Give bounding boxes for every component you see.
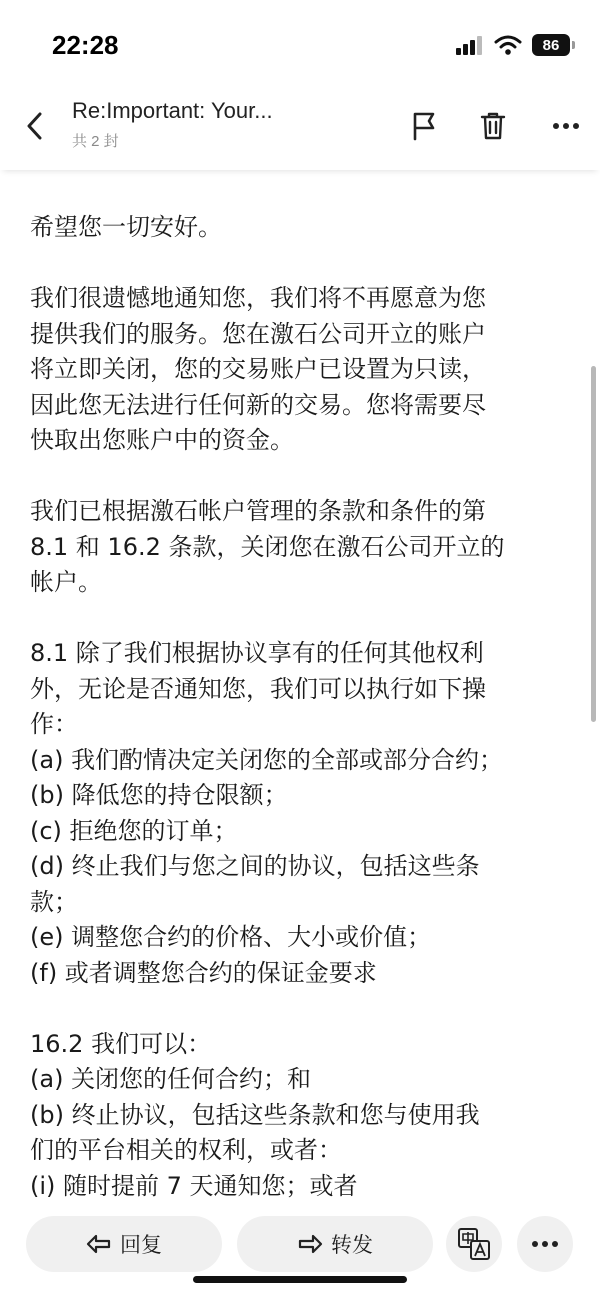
text-line: 快取出您账户中的资金。: [30, 426, 294, 454]
text-line: 希望您一切安好。: [30, 213, 222, 241]
bottom-more-button[interactable]: [517, 1216, 573, 1272]
paragraph-clause-8-1: [30, 636, 570, 991]
more-options-button[interactable]: [548, 106, 584, 146]
text-line: (d) 终止我们与您之间的协议，包括这些条: [30, 852, 480, 880]
text-line: (i) 随时提前 7 天通知您；或者: [30, 1171, 358, 1200]
text-line: 16.2 我们可以：: [30, 1029, 212, 1058]
email-header: [0, 90, 600, 170]
paragraph-closure-notice: [30, 281, 570, 459]
text-line: (b) 降低您的持仓限额；: [30, 781, 288, 809]
bottom-action-bar: [0, 1200, 600, 1299]
back-button[interactable]: [20, 108, 48, 144]
text-line: 将立即关闭，您的交易账户已设置为只读，: [30, 355, 486, 383]
message-count: 共 2 封: [72, 133, 119, 150]
paragraph-terms-reference: [30, 494, 570, 601]
battery-level: 86: [542, 36, 560, 54]
chevron-left-icon: [25, 111, 43, 141]
text-line: (e) 调整您合约的价格、大小或价值；: [30, 923, 432, 951]
text-line: 款；: [30, 887, 78, 916]
text-line: 外，无论是否通知您，我们可以执行如下操: [30, 674, 486, 703]
paragraph-clause-16-2: [30, 1027, 570, 1205]
greeting: [30, 210, 570, 246]
text-line: 帐户。: [30, 568, 102, 596]
forward-button[interactable]: [237, 1216, 433, 1272]
status-time: 22:28: [52, 30, 119, 60]
status-icons: [456, 34, 570, 56]
forward-label: 转发: [331, 1234, 373, 1257]
email-subject: Re:Important: Your...: [72, 98, 273, 123]
text-line: (f) 或者调整您合约的保证金要求: [30, 958, 377, 987]
text-line: (a) 我们酌情决定关闭您的全部或部分合约；: [30, 745, 504, 774]
text-line: 作：: [30, 710, 78, 738]
reply-button[interactable]: [26, 1216, 222, 1272]
text-line: (b) 终止协议，包括这些条款和您与使用我: [30, 1100, 480, 1129]
forward-icon: [297, 1233, 323, 1255]
status-bar: [0, 0, 600, 90]
delete-button[interactable]: [475, 106, 511, 146]
text-line: 提供我们的服务。您在激石公司开立的账户: [30, 319, 486, 348]
text-line: 8.1 除了我们根据协议享有的任何其他权利: [30, 639, 484, 667]
text-line: 我们已根据激石帐户管理的条款和条件的第: [30, 497, 486, 525]
email-body: [30, 210, 570, 1240]
battery-indicator: [532, 34, 570, 56]
flag-button[interactable]: [406, 106, 442, 146]
text-line: 8.1 和 16.2 条款，关闭您在激石公司开立的: [30, 532, 505, 561]
cellular-signal-icon: [456, 35, 484, 55]
text-line: (a) 关闭您的任何合约；和: [30, 1065, 312, 1093]
scrollbar[interactable]: [591, 366, 596, 722]
thread-title: [72, 98, 372, 151]
reply-label: 回复: [120, 1234, 162, 1257]
more-horizontal-icon: [552, 122, 580, 130]
text-line: (c) 拒绝您的订单；: [30, 816, 238, 845]
trash-icon: [480, 111, 506, 141]
text-line: 因此您无法进行任何新的交易。您将需要尽: [30, 390, 486, 419]
wifi-icon: [494, 35, 522, 55]
more-horizontal-icon: [531, 1240, 559, 1248]
text-line: 我们很遗憾地通知您，我们将不再愿意为您: [30, 284, 486, 312]
translate-button[interactable]: [446, 1216, 502, 1272]
translate-icon: [457, 1227, 491, 1261]
home-indicator[interactable]: [193, 1276, 407, 1283]
text-line: 们的平台相关的权利，或者：: [30, 1136, 342, 1164]
reply-icon: [86, 1233, 112, 1255]
flag-icon: [411, 111, 437, 141]
